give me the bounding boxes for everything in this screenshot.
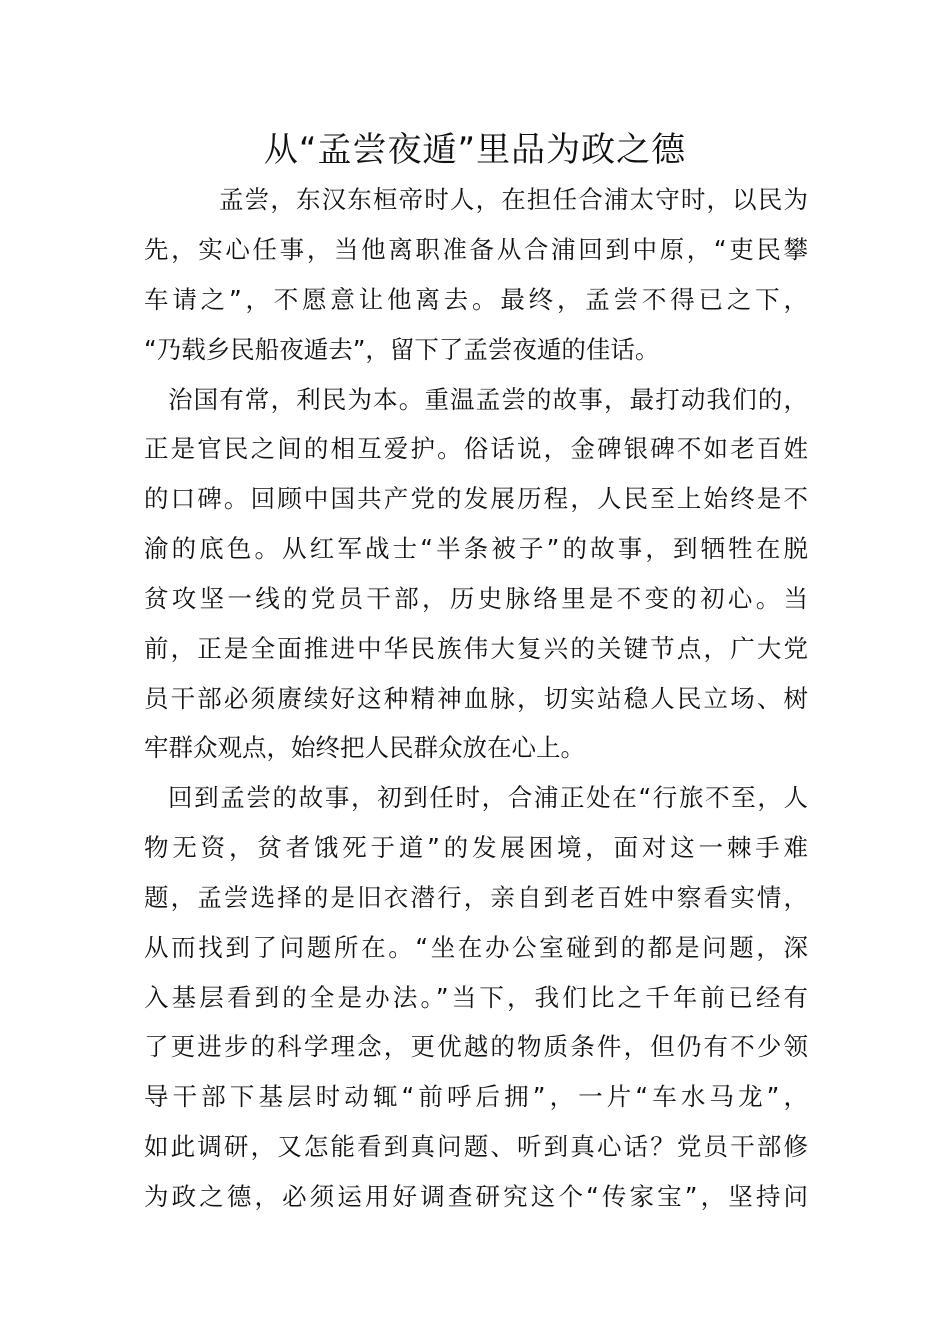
text-line: 导干部下基层时动辄“前呼后拥”，一片“车水马龙”， xyxy=(144,1082,808,1111)
text-line: 从而找到了问题所在。“坐在办公室碰到的都是问题，深 xyxy=(144,933,808,962)
text-line: 正是官民之间的相互爱护。俗话说，金碑银碑不如老百姓 xyxy=(144,434,808,463)
text-line: 渝的底色。从红军战士“半条被子”的故事，到牺牲在脱 xyxy=(144,534,808,563)
text-line: 孟尝，东汉东桓帝时人，在担任合浦太守时，以民为 xyxy=(219,185,808,214)
text-line: 回到孟尝的故事，初到任时，合浦正处在“行旅不至，人 xyxy=(168,783,808,812)
text-line: 题，孟尝选择的是旧衣潜行，亲自到老百姓中察看实情， xyxy=(144,883,808,912)
text-line: 贫攻坚一线的党员干部，历史脉络里是不变的初心。当 xyxy=(144,584,808,613)
text-line: 如此调研，又怎能看到真问题、听到真心话？党员干部修 xyxy=(144,1132,808,1161)
text-line: 了更进步的科学理念，更优越的物质条件，但仍有不少领 xyxy=(144,1032,808,1061)
text-line: 治国有常，利民为本。重温孟尝的故事，最打动我们的， xyxy=(168,385,808,414)
text-line: 物无资，贫者饿死于道”的发展困境，面对这一棘手难 xyxy=(144,833,808,862)
text-line: “乃载乡民船夜遁去”，留下了孟尝夜遁的佳话。 xyxy=(144,335,660,364)
text-line: 为政之德，必须运用好调查研究这个“传家宝”，坚持问 xyxy=(144,1182,808,1211)
text-line: 先，实心任事，当他离职准备从合浦回到中原，“吏民攀 xyxy=(144,235,808,264)
text-line: 前，正是全面推进中华民族伟大复兴的关键节点，广大党 xyxy=(144,634,808,663)
text-line: 车请之”，不愿意让他离去。最终，孟尝不得已之下， xyxy=(144,285,808,314)
document-title: 从“孟尝夜遁”里品为政之德 xyxy=(263,130,687,170)
text-line: 员干部必须赓续好这种精神血脉，切实站稳人民立场、树 xyxy=(144,684,808,713)
text-line: 入基层看到的全是办法。”当下，我们比之千年前已经有 xyxy=(144,983,808,1012)
text-line: 的口碑。回顾中国共产党的发展历程，人民至上始终是不 xyxy=(144,484,808,513)
text-line: 牢群众观点，始终把人民群众放在心上。 xyxy=(144,733,585,762)
